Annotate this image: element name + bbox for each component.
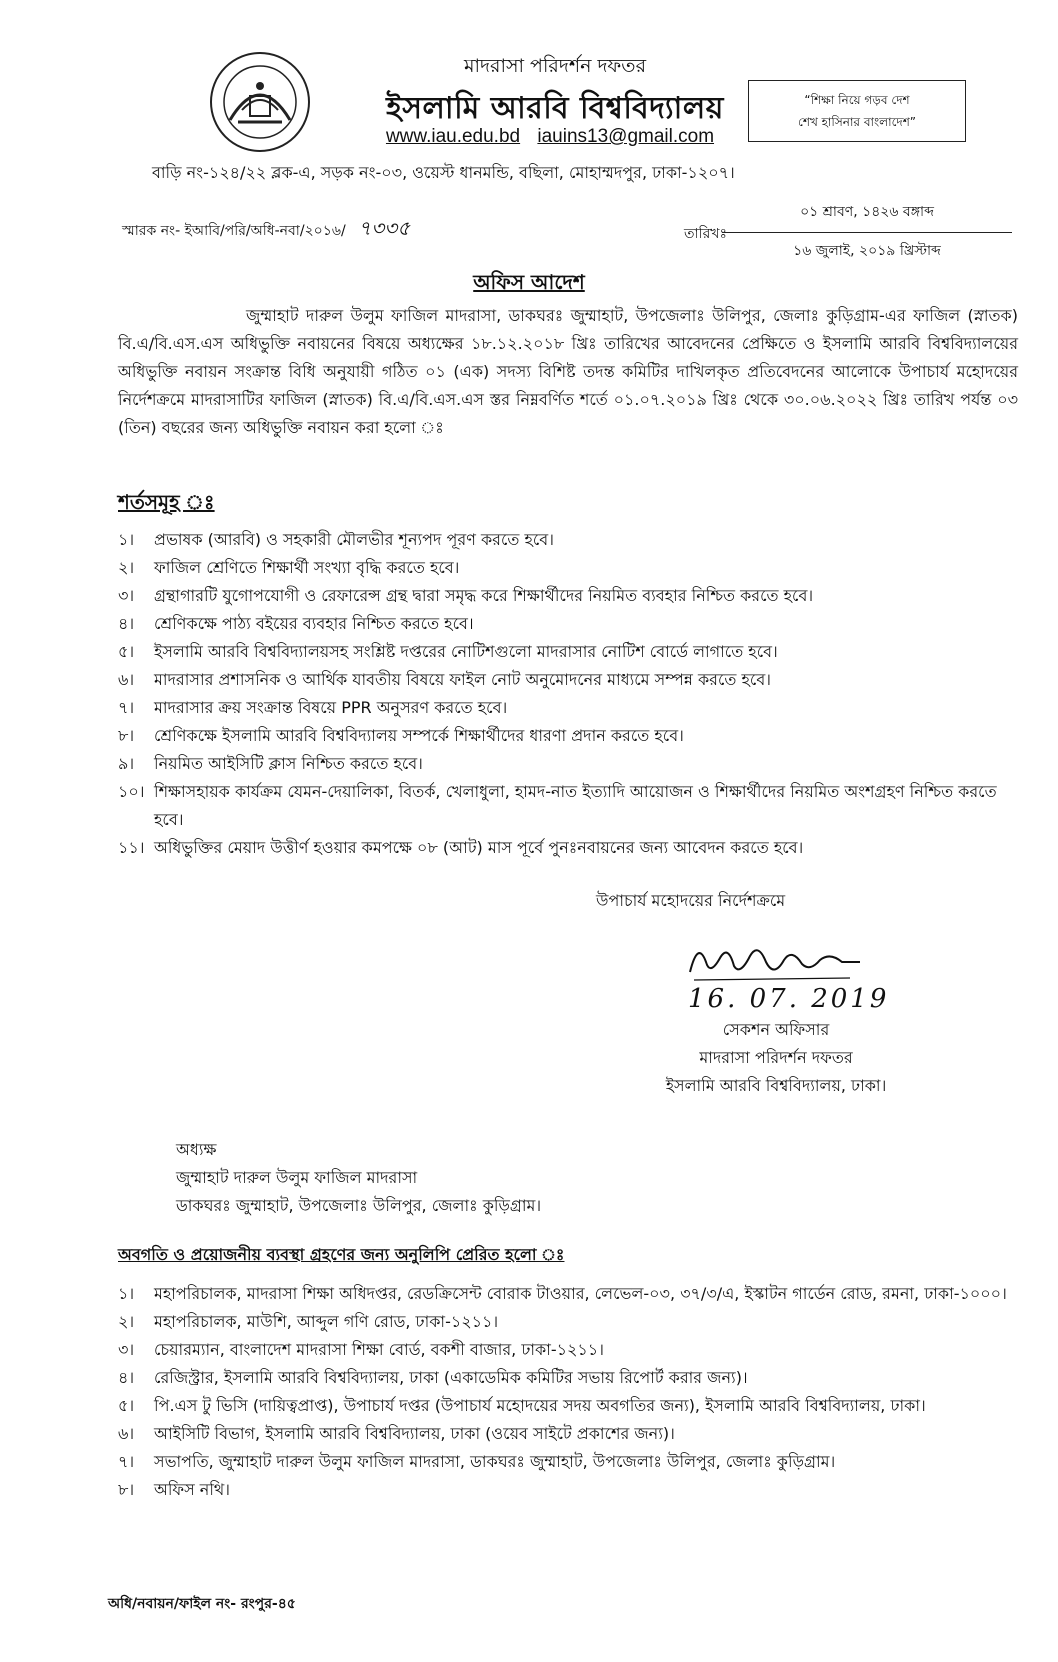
signature-instruction: উপাচার্য মহোদয়ের নির্দেশক্রমে — [596, 891, 786, 910]
recipient-institution: জুম্মাহাট দারুল উলুম ফাজিল মাদরাসা — [176, 1168, 418, 1187]
file-number: অধি/নবায়ন/ফাইল নং- রংপুর-৪৫ — [108, 1596, 296, 1612]
condition-item: ৬। মাদরাসার প্রশাসনিক ও আর্থিক যাবতীয় বিষয়ে ফাইল নোট অনুমোদনের মাধ্যমে সম্পন্ন করতে হবে। — [118, 670, 771, 689]
condition-item: ১১। অধিভুক্তির মেয়াদ উত্তীর্ণ হওয়ার কমপক্ষে ০৮ (আট) মাস পূর্বে পুনঃনবায়নের জন্য আবেদন করতে হবে। — [118, 838, 804, 857]
copy-item: ৮। অফিস নথি। — [118, 1480, 230, 1499]
date-bangla: ০১ শ্রাবণ, ১৪২৬ বঙ্গাব্দ — [722, 196, 1012, 233]
recipient-title: অধ্যক্ষ — [176, 1140, 217, 1159]
condition-item: ৮। শ্রেণিকক্ষে ইসলামি আরবি বিশ্ববিদ্যালয় সম্পর্কে শিক্ষার্থীদের ধারণা প্রদান করতে হবে। — [118, 726, 684, 745]
officer-block — [556, 1016, 996, 1100]
condition-item: ১। প্রভাষক (আরবি) ও সহকারী মৌলভীর শূন্যপদ পূরণ করতে হবে। — [118, 530, 554, 549]
copies-list — [118, 1280, 1028, 1504]
condition-item: ৭। মাদরাসার ক্রয় সংক্রান্ত বিষয়ে PPR অনুসরণ করতে হবে। — [118, 698, 508, 717]
officer-university: ইসলামি আরবি বিশ্ববিদ্যালয়, ঢাকা। — [665, 1076, 887, 1095]
university-logo — [208, 50, 312, 154]
condition-item: ৫। ইসলামি আরবি বিশ্ববিদ্যালয়সহ সংশ্লিষ্ট দপ্তরের নোটিশগুলো মাদরাসার নোটিশ বোর্ডে লাগাতে হবে। — [118, 642, 778, 661]
copy-item: ৫। পি.এস টু ভিসি (দায়িত্বপ্রাপ্ত), উপাচার্য দপ্তর (উপাচার্য মহোদয়ের সদয় অবগতির জন্য), ইসলামি আরবি বিশ্ববিদ্যালয়, ঢাকা। — [118, 1396, 926, 1415]
conditions-list — [118, 526, 1028, 862]
memo-reference — [122, 214, 410, 247]
copy-item: ৬। আইসিটি বিভাগ, ইসলামি আরবি বিশ্ববিদ্যালয়, ঢাকা (ওয়েব সাইটে প্রকাশের জন্য)। — [118, 1424, 675, 1443]
office-address: বাড়ি নং-১২৪/২২ ব্লক-এ, সড়ক নং-০৩, ওয়েস্ট ধানমন্ডি, বছিলা, মোহাম্মদপুর, ঢাকা-১২০৭। — [152, 163, 735, 182]
recipient-block — [176, 1136, 541, 1220]
copy-item: ২। মহাপরিচালক, মাউশি, আব্দুল গণি রোড, ঢাকা-১২১১। — [118, 1312, 499, 1331]
conditions-heading: শর্তসমূহ ঃ — [118, 490, 215, 514]
slogan-line-1: “শিক্ষা নিয়ে গড়ব দেশ — [804, 93, 910, 107]
officer-office: মাদরাসা পরিদর্শন দফতর — [699, 1048, 853, 1067]
date-label: তারিখঃ — [684, 226, 727, 242]
copies-heading: অবগতি ও প্রয়োজনীয় ব্যবস্থা গ্রহণের জন্য অনুলিপি প্রেরিত হলো ঃ — [118, 1245, 565, 1264]
email-link[interactable]: iauins13@gmail.com — [537, 126, 715, 147]
date-english: ১৬ জুলাই, ২০১৯ খ্রিস্টাব্দ — [793, 243, 941, 259]
condition-item: ৩। গ্রন্থাগারটি যুগোপযোগী ও রেফারেন্স গ্রন্থ দ্বারা সমৃদ্ধ করে শিক্ষার্থীদের নিয়মিত ব্যবহার নিশ্চিত করতে হবে। — [118, 586, 814, 605]
officer-designation: সেকশন অফিসার — [722, 1020, 830, 1039]
memo-number: ৭৩৩৫ — [358, 216, 411, 240]
contact-line — [350, 126, 750, 148]
recipient-address: ডাকঘরঃ জুম্মাহাট, উপজেলাঃ উলিপুর, জেলাঃ কুড়িগ্রাম। — [176, 1196, 542, 1215]
slogan-box — [748, 80, 966, 142]
body-paragraph: জুম্মাহাট দারুল উলুম ফাজিল মাদরাসা, ডাকঘরঃ জুম্মাহাট, উপজেলাঃ উলিপুর, জেলাঃ কুড়িগ্রাম-এর ফাজিল (স্নাতক) বি.এ/বি.এস.এস অধিভুক্তি নবায়নের বিষয়ে অধ্যক্ষের ১৮.১২.২০১৮ খ্রিঃ তারিখের আবেদনের প্রেক্ষিতে ও ইসলামি আরবি বিশ্ববিদ্যালয়ের অধিভুক্তি নবায়ন সংক্রান্ত বিধি অনুযায়ী গঠিত ০১ (এক) সদস্য বিশিষ্ট তদন্ত কমিটির দাখিলকৃত প্রতিবেদনের আলোকে উপাচার্য মহোদয়ের নির্দেশক্রমে মাদরাসাটির ফাজিল (স্নাতক) বি.এ/বি.এস.এস স্তর নিম্নবর্ণিত শর্তে ০১.০৭.২০১৯ খ্রিঃ থেকে ৩০.০৬.২০২২ খ্রিঃ তারিখ পর্যন্ত ০৩ (তিন) বছরের জন্য অধিভুক্তি নবায়ন করা হলো ঃ — [118, 306, 1018, 437]
slogan-line-2: শেখ হাসিনার বাংলাদেশ” — [797, 115, 917, 129]
copy-item: ১। মহাপরিচালক, মাদরাসা শিক্ষা অধিদপ্তর, রেডক্রিসেন্ট বোরাক টাওয়ার, লেভেল-০৩, ৩৭/৩/এ, ইস্কাটন গার্ডেন রোড, রমনা, ঢাকা-১০০০। — [118, 1284, 1007, 1303]
condition-item: ২। ফাজিল শ্রেণিতে শিক্ষার্থী সংখ্যা বৃদ্ধি করতে হবে। — [118, 558, 460, 577]
handwritten-signature — [680, 932, 870, 992]
office-name: মাদরাসা পরিদর্শন দফতর — [463, 55, 647, 77]
copy-item: ৪। রেজিস্ট্রার, ইসলামি আরবি বিশ্ববিদ্যালয়, ঢাকা (একাডেমিক কমিটির সভায় রিপোর্ট করার জন্য)। — [118, 1368, 748, 1387]
university-name: ইসলামি আরবি বিশ্ববিদ্যালয় — [386, 91, 724, 126]
signature-date: 16. 07. 2019 — [688, 984, 890, 1014]
copy-item: ৭। সভাপতি, জুম্মাহাট দারুল উলুম ফাজিল মাদরাসা, ডাকঘরঃ জুম্মাহাট, উপজেলাঃ উলিপুর, জেলাঃ কুড়িগ্রাম। — [118, 1452, 836, 1471]
condition-item: ১০। শিক্ষাসহায়ক কার্যক্রম যেমন-দেয়ালিকা, বিতর্ক, খেলাধুলা, হামদ-নাত ইত্যাদি আয়োজন ও শিক্ষার্থীদের নিয়মিত অংশগ্রহণ নিশ্চিত করতে হবে। — [118, 782, 997, 829]
copy-item: ৩। চেয়ারম্যান, বাংলাদেশ মাদরাসা শিক্ষা বোর্ড, বকশী বাজার, ঢাকা-১২১১। — [118, 1340, 604, 1359]
website-link[interactable]: www.iau.edu.bd — [385, 126, 521, 147]
memo-label: স্মারক নং- ইআবি/পরি/অধি-নবা/২০১৬/ — [122, 223, 346, 239]
document-title: অফিস আদেশ — [473, 270, 585, 294]
date-block — [722, 196, 1012, 269]
condition-item: ৯। নিয়মিত আইসিটি ক্লাস নিশ্চিত করতে হবে। — [118, 754, 423, 773]
condition-item: ৪। শ্রেণিকক্ষে পাঠ্য বইয়ের ব্যবহার নিশ্চিত করতে হবে। — [118, 614, 474, 633]
